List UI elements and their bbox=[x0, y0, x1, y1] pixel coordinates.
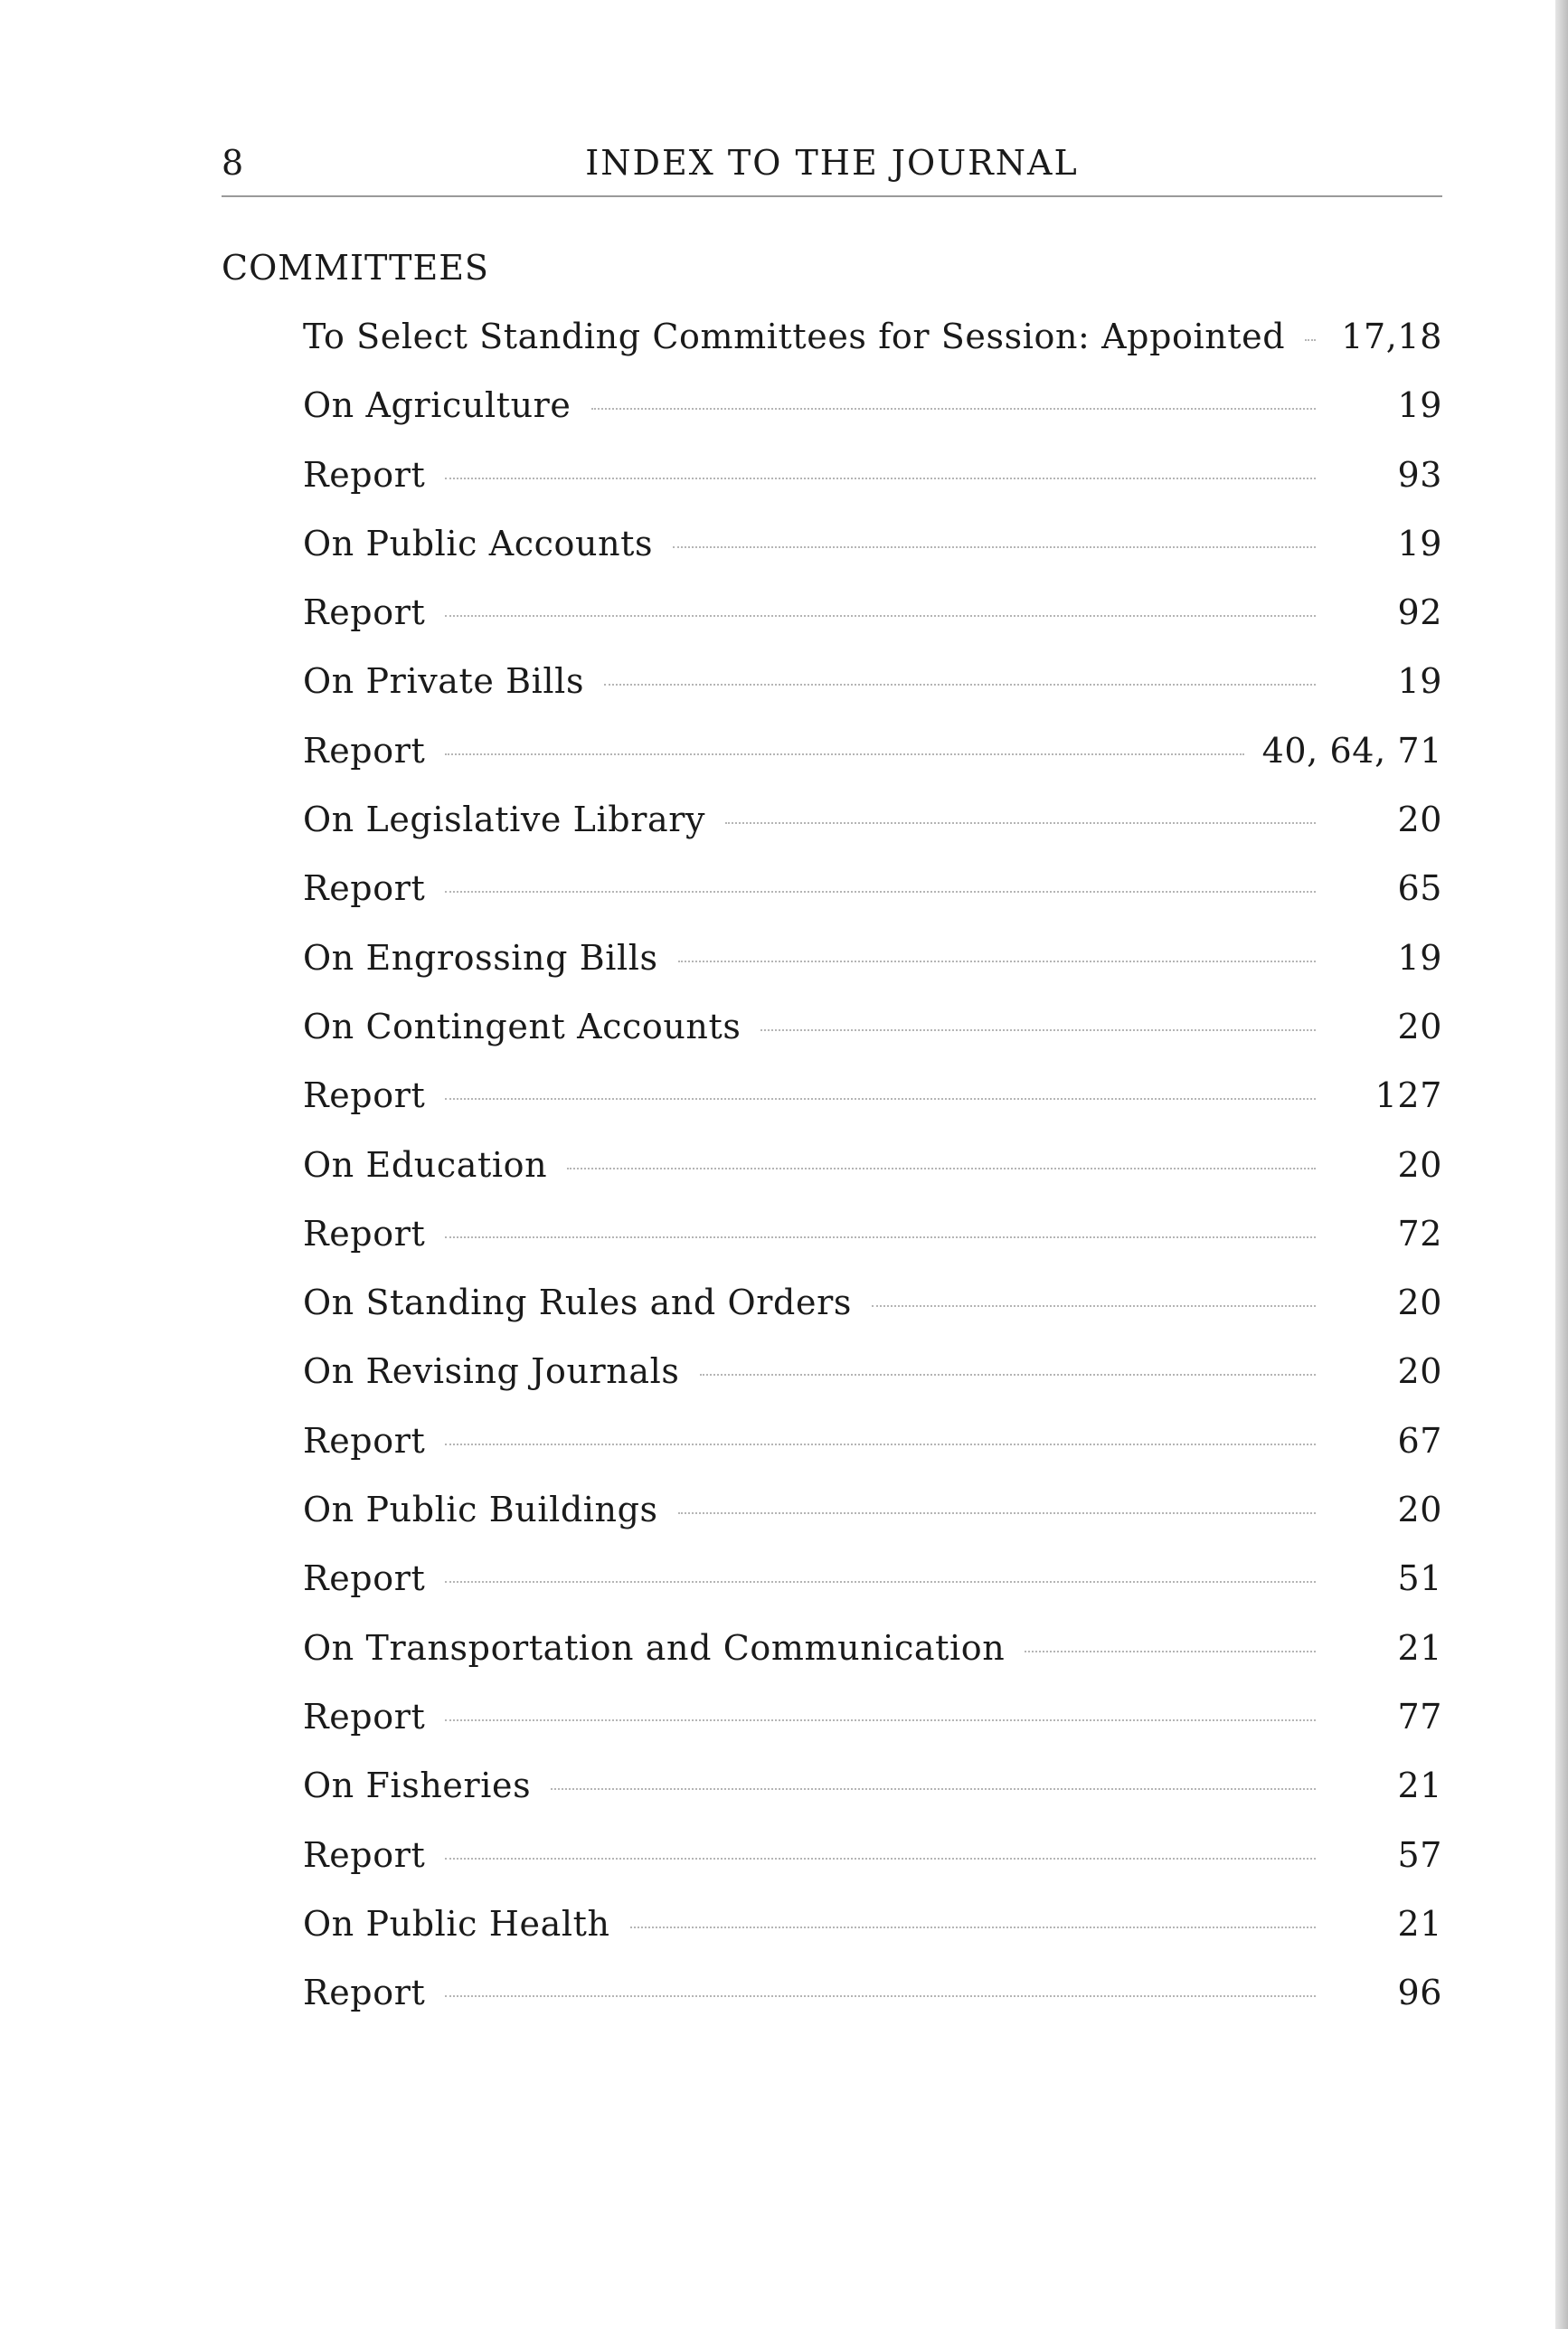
entry-title: On Public Accounts bbox=[303, 523, 654, 563]
entry-title: On Contingent Accounts bbox=[303, 1006, 741, 1046]
index-entry bbox=[303, 1830, 1442, 1898]
entry-title: Report bbox=[303, 1834, 426, 1875]
index-entry bbox=[303, 863, 1442, 932]
dot-leader bbox=[445, 478, 1316, 479]
dot-leader bbox=[678, 961, 1316, 962]
entry-title: Report bbox=[303, 868, 426, 909]
entry-page-numbers: 20 bbox=[1397, 1490, 1442, 1530]
entry-title: Report bbox=[303, 454, 426, 495]
entry-title: Report bbox=[303, 1075, 426, 1116]
entry-title: On Private Bills bbox=[303, 661, 585, 702]
dot-leader bbox=[445, 891, 1316, 893]
index-entry bbox=[303, 1967, 1442, 2036]
entry-page-numbers: 19 bbox=[1397, 937, 1442, 978]
index-entry bbox=[303, 656, 1442, 724]
index-entry bbox=[303, 380, 1442, 449]
entry-title: On Transportation and Communication bbox=[303, 1627, 1006, 1668]
entry-title: Report bbox=[303, 1696, 426, 1737]
dot-leader bbox=[700, 1374, 1317, 1376]
entry-title: On Revising Journals bbox=[303, 1351, 680, 1392]
entry-page-numbers: 20 bbox=[1397, 800, 1442, 840]
dot-leader bbox=[591, 408, 1317, 410]
index-entry bbox=[303, 1691, 1442, 1760]
dot-leader bbox=[445, 1581, 1316, 1583]
index-entry bbox=[303, 1140, 1442, 1208]
entry-title: Report bbox=[303, 1558, 426, 1599]
entry-page-numbers: 20 bbox=[1397, 1006, 1442, 1046]
dot-leader bbox=[1305, 339, 1316, 341]
index-entry bbox=[303, 1277, 1442, 1346]
entry-page-numbers: 40, 64, 71 bbox=[1261, 730, 1442, 771]
index-entry bbox=[303, 794, 1442, 863]
entry-page-numbers: 20 bbox=[1397, 1351, 1442, 1392]
page-header bbox=[222, 136, 1442, 190]
dot-leader bbox=[872, 1305, 1316, 1307]
dot-leader bbox=[673, 546, 1316, 548]
dot-leader bbox=[445, 1858, 1316, 1860]
entry-title: On Fisheries bbox=[303, 1766, 532, 1806]
header-rule bbox=[222, 195, 1442, 197]
dot-leader bbox=[604, 684, 1316, 686]
index-entry bbox=[303, 1898, 1442, 1967]
index-entry bbox=[303, 933, 1442, 1001]
entry-page-numbers: 19 bbox=[1397, 385, 1442, 426]
dot-leader bbox=[445, 753, 1243, 755]
entry-title: Report bbox=[303, 1973, 426, 2013]
entry-page-numbers: 20 bbox=[1397, 1144, 1442, 1185]
entry-title: On Standing Rules and Orders bbox=[303, 1283, 852, 1323]
entry-page-numbers: 72 bbox=[1397, 1213, 1442, 1254]
running-title: INDEX TO THE JOURNAL bbox=[585, 143, 1079, 183]
entry-page-numbers: 21 bbox=[1397, 1903, 1442, 1944]
entry-page-numbers: 67 bbox=[1397, 1420, 1442, 1461]
index-entry bbox=[303, 1760, 1442, 1829]
dot-leader bbox=[445, 1719, 1316, 1721]
dot-leader bbox=[725, 822, 1316, 824]
dot-leader bbox=[445, 1444, 1316, 1445]
entry-page-numbers: 20 bbox=[1397, 1283, 1442, 1323]
index-entry bbox=[303, 1623, 1442, 1691]
entry-page-numbers: 127 bbox=[1374, 1075, 1442, 1116]
entry-title: On Education bbox=[303, 1144, 548, 1185]
dot-leader bbox=[445, 1098, 1316, 1100]
entry-title: On Public Health bbox=[303, 1903, 610, 1944]
entry-page-numbers: 57 bbox=[1397, 1834, 1442, 1875]
entry-page-numbers: 96 bbox=[1397, 1973, 1442, 2013]
page-number: 8 bbox=[222, 143, 244, 183]
entry-page-numbers: 51 bbox=[1397, 1558, 1442, 1599]
entry-page-numbers: 19 bbox=[1397, 661, 1442, 702]
index-entry bbox=[303, 1484, 1442, 1553]
index-entry bbox=[303, 1415, 1442, 1484]
entry-title: On Agriculture bbox=[303, 385, 571, 426]
entry-page-numbers: 92 bbox=[1397, 592, 1442, 633]
dot-leader bbox=[445, 615, 1316, 617]
entry-title: Report bbox=[303, 592, 426, 633]
dot-leader bbox=[551, 1788, 1316, 1790]
index-entry bbox=[303, 587, 1442, 656]
section-heading: COMMITTEES bbox=[222, 248, 489, 288]
index-entry bbox=[303, 725, 1442, 794]
entry-page-numbers: 93 bbox=[1397, 454, 1442, 495]
entry-title: On Legislative Library bbox=[303, 800, 706, 840]
entry-page-numbers: 21 bbox=[1397, 1766, 1442, 1806]
dot-leader bbox=[567, 1168, 1316, 1169]
page-edge-shadow bbox=[1555, 0, 1568, 2329]
entry-page-numbers: 17,18 bbox=[1341, 317, 1442, 356]
dot-leader bbox=[1025, 1651, 1316, 1652]
index-entry bbox=[303, 1001, 1442, 1070]
entry-page-numbers: 19 bbox=[1397, 523, 1442, 563]
entry-page-numbers: 77 bbox=[1397, 1696, 1442, 1737]
entry-title: Report bbox=[303, 730, 426, 771]
entry-title: To Select Standing Committees for Session: Appointed bbox=[303, 317, 1286, 356]
index-entry bbox=[303, 1346, 1442, 1415]
index-entry bbox=[303, 1208, 1442, 1277]
index-entry bbox=[303, 450, 1442, 518]
entry-page-numbers: 65 bbox=[1397, 868, 1442, 909]
dot-leader bbox=[445, 1236, 1316, 1238]
dot-leader bbox=[678, 1512, 1316, 1514]
dot-leader bbox=[760, 1029, 1316, 1031]
index-entry bbox=[303, 518, 1442, 587]
entry-page-numbers: 21 bbox=[1397, 1627, 1442, 1668]
dot-leader bbox=[445, 1995, 1316, 1997]
entry-title: Report bbox=[303, 1420, 426, 1461]
entry-title: On Public Buildings bbox=[303, 1490, 658, 1530]
index-entry bbox=[303, 1553, 1442, 1622]
entry-title: Report bbox=[303, 1213, 426, 1254]
index-entry-list bbox=[303, 311, 1442, 2036]
index-entry bbox=[303, 311, 1442, 380]
dot-leader bbox=[630, 1927, 1316, 1928]
entry-title: On Engrossing Bills bbox=[303, 937, 658, 978]
index-entry bbox=[303, 1070, 1442, 1139]
